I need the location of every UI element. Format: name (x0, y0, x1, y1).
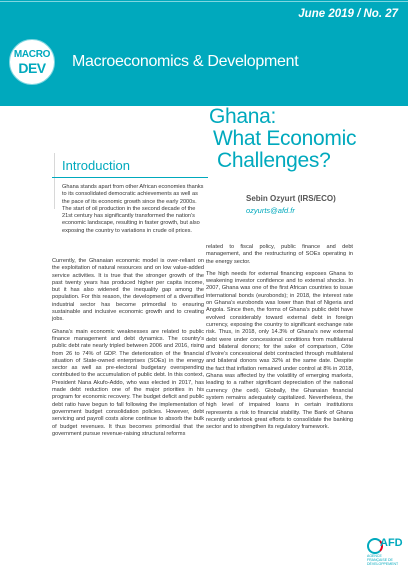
body-column-right (206, 244, 353, 436)
paragraph: Ghana’s main economic weaknesses are related to public finance management and debt dynamics. The country’s public debt rate nearly tripled between 2006 and 2016, rising from 26 to 74% of GDP. The deterioration of the financial situation of State-owned enterprises (SOEs) in the energy sector as well as pre-electoral budgetary overspending contributed to the accumulation of public debt. In this context, President Nana Akufo-Addo, who was elected in 2017, has made debt reduction one of the major priorities in his program for economic recovery. The budget deficit and public debt ratio have begun to fall following the implementation of government budget consolidation policies. However, debt servicing and payroll costs alone continue to absorb the bulk of budget revenues. It thus becomes primordial that the government pursue revenue-raising structural reforms (52, 328, 204, 437)
paragraph: The high needs for external financing exposes Ghana to weakening investor confidence and to external shocks. In 2007, Ghana was one of the first African countries to issue international bonds (eurobonds); in 2018, the interest rate on Ghana’s eurobonds was lower than that of Nigeria and Angola. Since then, the forms of Ghana’s public debt have evolved considerably toward external debt in foreign currency, exposing the country to significant exchange rate risk. Thus, in 2018, only 14.3% of Ghana’s new external debt were under concessional conditions from multilateral and bilateral donors; for the sake of comparison, Côte d’Ivoire’s concessional debt contracted through multilateral and bilateral donors was 32% at the same date. Despite the fact that inflation remained under control at 8% in 2018, Ghana was affected by the volatility of emerging markets, leading to a rather significant depreciation of the national currency (the cedi). Globally, the Ghanaian financial system remains adequately capitalized. Nevertheless, the high level of impaired loans in certain institutions represents a risk to financial stability. The Bank of Ghana recently undertook great efforts to consolidate the banking sector and to strengthen its regulatory framework. (206, 270, 353, 431)
author-email[interactable]: ozyurts@afd.fr (246, 206, 295, 215)
body-column-left (52, 258, 204, 443)
title-line: What Economic (213, 127, 357, 150)
intro-divider (54, 153, 55, 209)
intro-heading: Introduction (62, 158, 130, 173)
paragraph: related to fiscal policy, public finance and debt management, and the restructuring of SOEs operating in the energy sector. (206, 244, 353, 265)
page-title (209, 106, 399, 172)
intro-text: Ghana stands apart from other African economies thanks to its consolidated democratic achievements as well as the pace of its economic growth since the early 2000s. The start of oil production in the second decade of the 21st century has significantly transformed the nation’s economic landscape, resulting in faster growth, but also exposing the country to variations in crude oil prices. (62, 184, 204, 234)
intro-rule (52, 177, 208, 178)
header-rule (0, 1, 408, 2)
logo-word-bottom: DEV (18, 60, 46, 76)
issue-number: June 2019 / No. 27 (298, 8, 398, 20)
afd-tagline: AGENCE FRANÇAISE DE DÉVELOPPEMENT (367, 554, 399, 566)
afd-logo-text: AFD (380, 537, 403, 549)
title-line: Challenges? (217, 149, 331, 172)
afd-logo (367, 538, 401, 568)
logo-word-top: MACRO (13, 49, 51, 60)
author-name: Sebin Ozyurt (IRS/ECO) (246, 194, 336, 203)
title-line: Ghana: (209, 105, 277, 128)
macrodev-logo (9, 39, 55, 85)
series-title: Macroeconomics & Development (72, 53, 299, 70)
paragraph: Currently, the Ghanaian economic model is over-reliant on the exploitation of natural resources and on low value-added service activities. It is true that the stronger growth of the past twenty years has produced higher per capita income, but it has also widened the inequality gap among the population. For this reason, the development of a diversified industrial sector has become primordial to ensuring sustainable and inclusive economic growth and to creating jobs. (52, 258, 204, 323)
